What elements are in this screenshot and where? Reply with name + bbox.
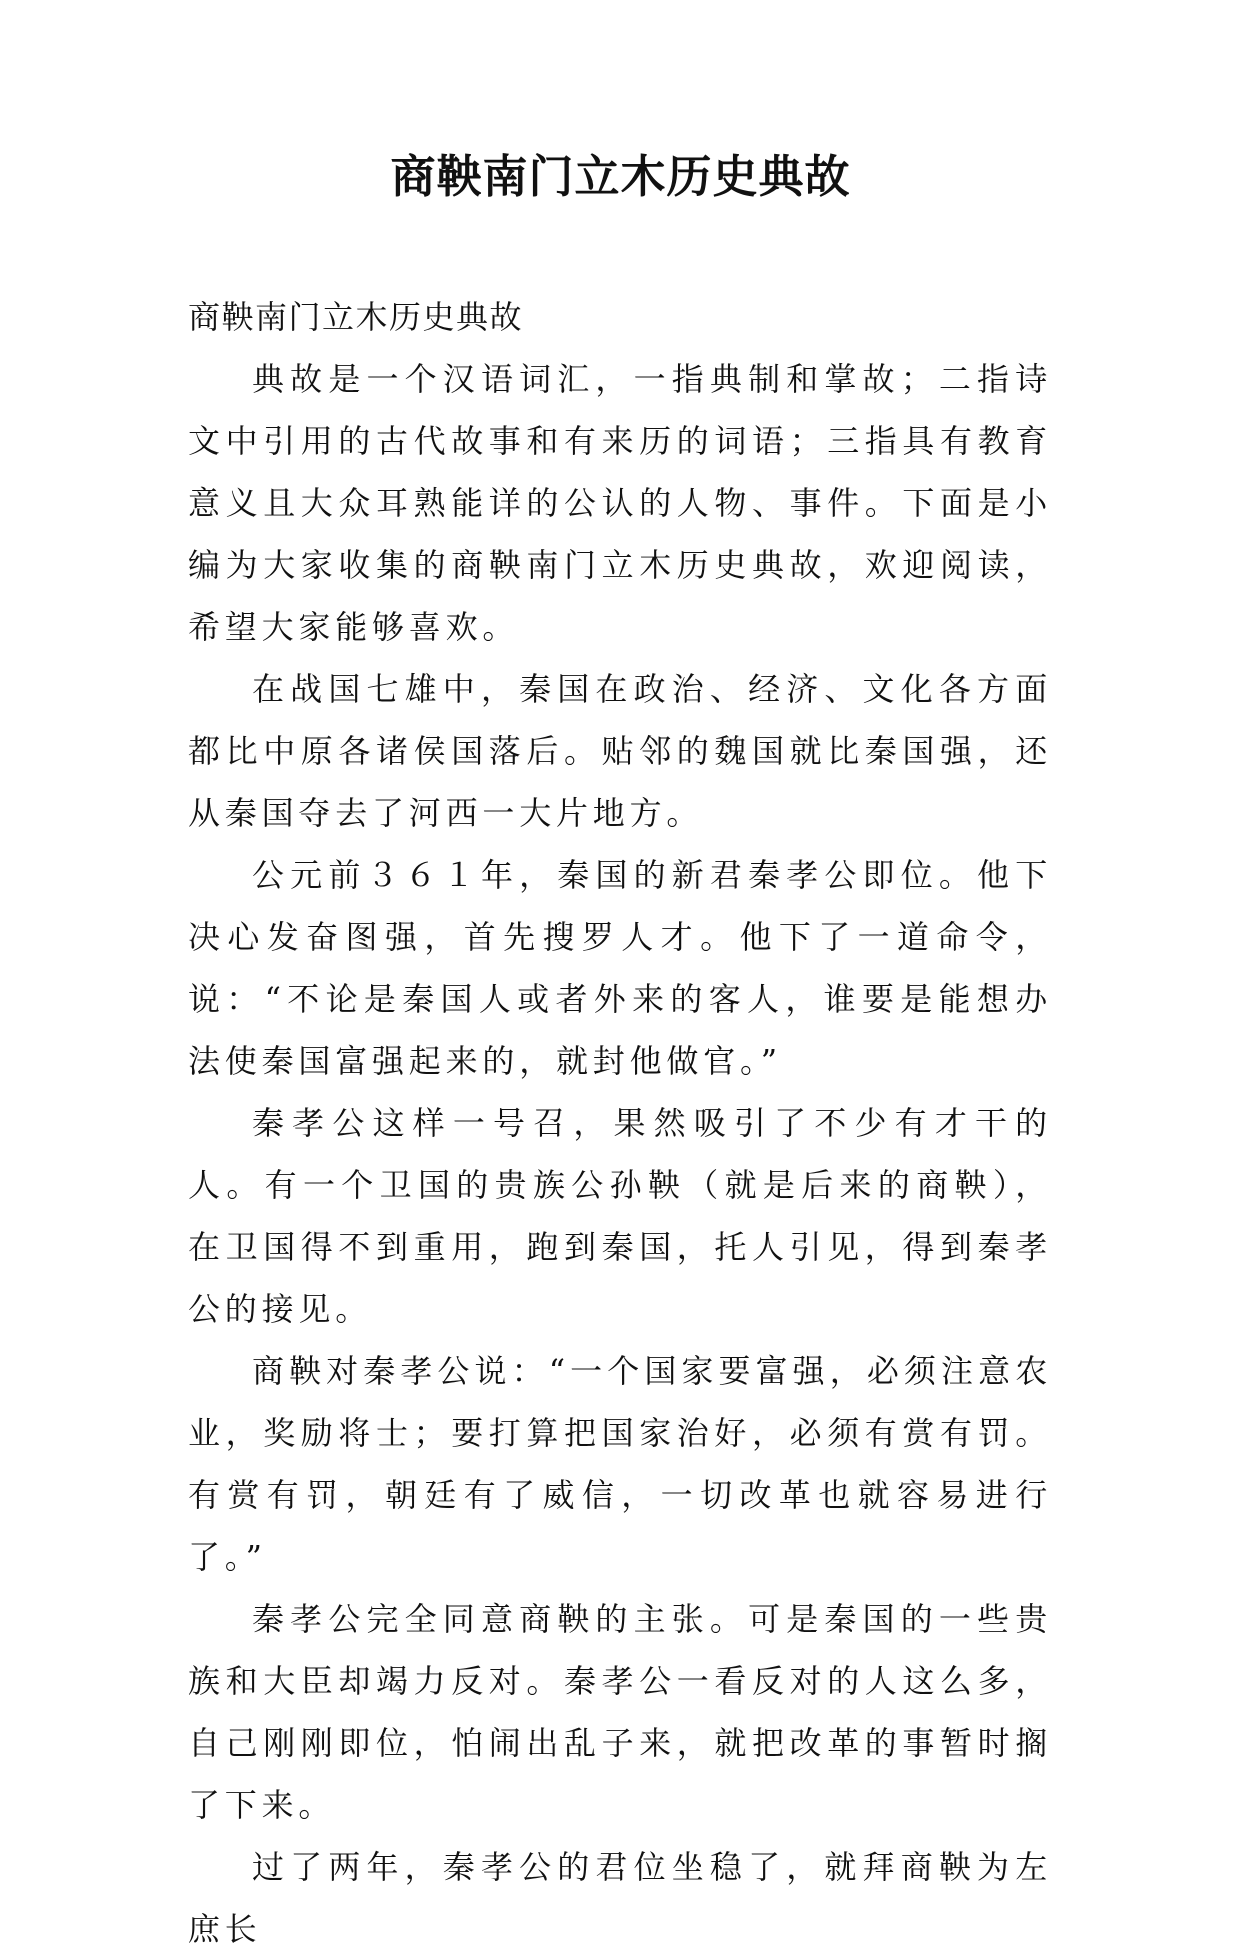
paragraph-6: 秦孝公完全同意商鞅的主张。可是秦国的一些贵族和大臣却竭力反对。秦孝公一看反对的人这么多，自己刚刚即位，怕闹出乱子来，就把改革的事暂时搁了下来。 [188,1600,1052,1824]
paragraph-4: 秦孝公这样一号召，果然吸引了不少有才干的人。有一个卫国的贵族公孙鞅（就是后来的商鞅），在卫国得不到重用，跑到秦国，托人引见，得到秦孝公的接见。 [188,1104,1052,1328]
paragraph-1: 典故是一个汉语词汇，一指典制和掌故；二指诗文中引用的古代故事和有来历的词语；三指具有教育意义且大众耳熟能详的公认的人物、事件。下面是小编为大家收集的商鞅南门立木历史典故，欢迎阅读，希望大家能够喜欢。 [188,360,1052,646]
paragraph-3: 公元前３６１年，秦国的新君秦孝公即位。他下决心发奋图强，首先搜罗人才。他下了一道命令，说：“不论是秦国人或者外来的客人，谁要是能想办法使秦国富强起来的，就封他做官。” [188,856,1052,1080]
document-subtitle: 商鞅南门立木历史典故 [188,298,524,336]
paragraph-7: 过了两年，秦孝公的君位坐稳了，就拜商鞅为左庶长 [188,1848,1052,1948]
document-body [188,286,1052,1960]
paragraph-2: 在战国七雄中，秦国在政治、经济、文化各方面都比中原各诸侯国落后。贴邻的魏国就比秦国强，还从秦国夺去了河西一大片地方。 [188,670,1052,832]
paragraph-5: 商鞅对秦孝公说：“一个国家要富强，必须注意农业，奖励将士；要打算把国家治好，必须有赏有罚。有赏有罚，朝廷有了威信，一切改革也就容易进行了。” [188,1352,1052,1576]
document-title: 商鞅南门立木历史典故 [390,150,851,203]
